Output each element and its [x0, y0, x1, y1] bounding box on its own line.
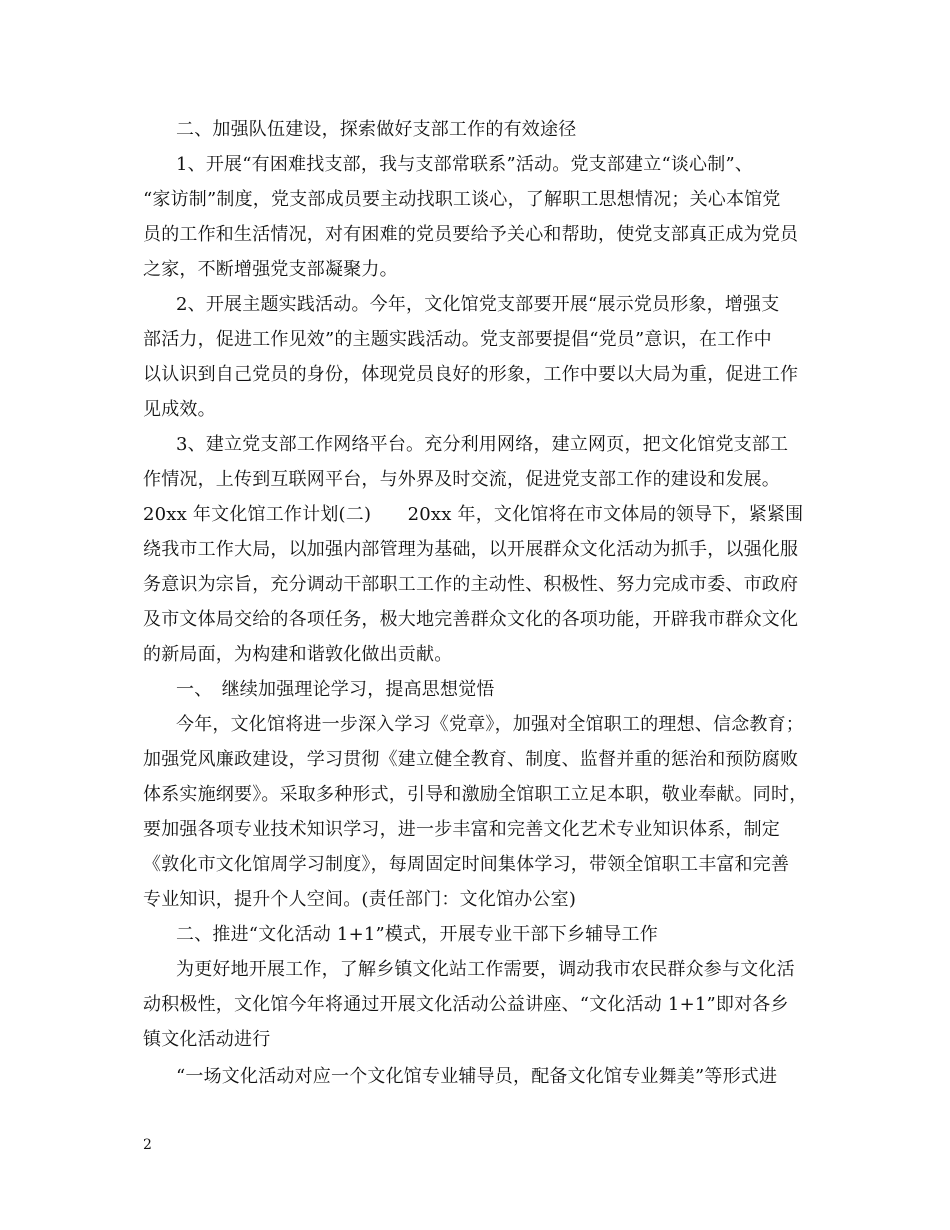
text-line: 今年，文化馆将进一步深入学习《党章》，加强对全馆职工的理想、信念教育；: [176, 714, 804, 735]
text-line: 20xx 年文化馆工作计划(二) 20xx 年，文化馆将在市文体局的领导下，紧紧围: [143, 504, 804, 525]
text-line: 以认识到自己党员的身份，体现党员良好的形象，工作中要以大局为重，促进工作: [143, 364, 799, 385]
text-line: 务意识为宗旨，充分调动干部职工工作的主动性、积极性、努力完成市委、市政府: [143, 574, 799, 595]
heading-line: 一、 继续加强理论学习，提高思想觉悟: [176, 679, 495, 700]
text-line: 之家，不断增强党支部凝聚力。: [143, 259, 398, 280]
text-line: 的新局面，为构建和谐敦化做出贡献。: [143, 644, 453, 665]
text-line: 镇文化活动进行: [143, 1029, 271, 1050]
text-line: 动积极性，文化馆今年将通过开展文化活动公益讲座、“文化活动 1+1”即对各乡: [143, 994, 789, 1015]
text-line: 为更好地开展工作，了解乡镇文化站工作需要，调动我市农民群众参与文化活: [176, 959, 795, 980]
text-line: 绕我市工作大局，以加强内部管理为基础，以开展群众文化活动为抓手，以强化服: [143, 539, 799, 560]
text-line: 1、开展“有困难找支部，我与支部常联系”活动。党支部建立“谈心制”、: [176, 154, 754, 175]
text-line: 加强党风廉政建设，学习贯彻《建立健全教育、制度、监督并重的惩治和预防腐败: [143, 749, 799, 770]
text-line: 要加强各项专业技术知识学习，进一步丰富和完善文化艺术专业知识体系，制定: [143, 819, 780, 840]
text-line: “家访制”制度，党支部成员要主动找职工谈心，了解职工思想情况；关心本馆党: [143, 189, 781, 210]
text-line: 体系实施纲要》。采取多种形式，引导和激励全馆职工立足本职，敬业奉献。同时，: [143, 784, 808, 805]
text-line: 员的工作和生活情况，对有困难的党员要给予关心和帮助，使党支部真正成为党员: [143, 224, 799, 245]
text-line: 作情况，上传到互联网平台，与外界及时交流，促进党支部工作的建设和发展。: [143, 469, 780, 490]
text-line: 及市文体局交给的各项任务，极大地完善群众文化的各项功能，开辟我市群众文化: [143, 609, 799, 630]
text-line: 《敦化市文化馆周学习制度》，每周固定时间集体学习，带领全馆职工丰富和完善: [143, 854, 790, 875]
page-number: 2: [143, 1137, 152, 1153]
text-line: 3、建立党支部工作网络平台。充分利用网络，建立网页，把文化馆党支部工: [176, 434, 789, 455]
text-line: 部活力，促进工作见效”的主题实践活动。党支部要提倡“党员”意识，在工作中: [143, 329, 772, 350]
heading-line: 二、加强队伍建设，探索做好支部工作的有效途径: [176, 119, 577, 140]
text-line: 2、开展主题实践活动。今年，文化馆党支部要开展“展示党员形象，增强支: [176, 294, 780, 315]
text-line: “一场文化活动对应一个文化馆专业辅导员，配备文化馆专业舞美”等形式进: [176, 1066, 778, 1087]
heading-line: 二、推进“文化活动 1+1”模式，开展专业干部下乡辅导工作: [176, 924, 658, 945]
text-line: 见成效。: [143, 399, 216, 420]
text-line: 专业知识，提升个人空间。(责任部门：文化馆办公室): [143, 889, 577, 910]
